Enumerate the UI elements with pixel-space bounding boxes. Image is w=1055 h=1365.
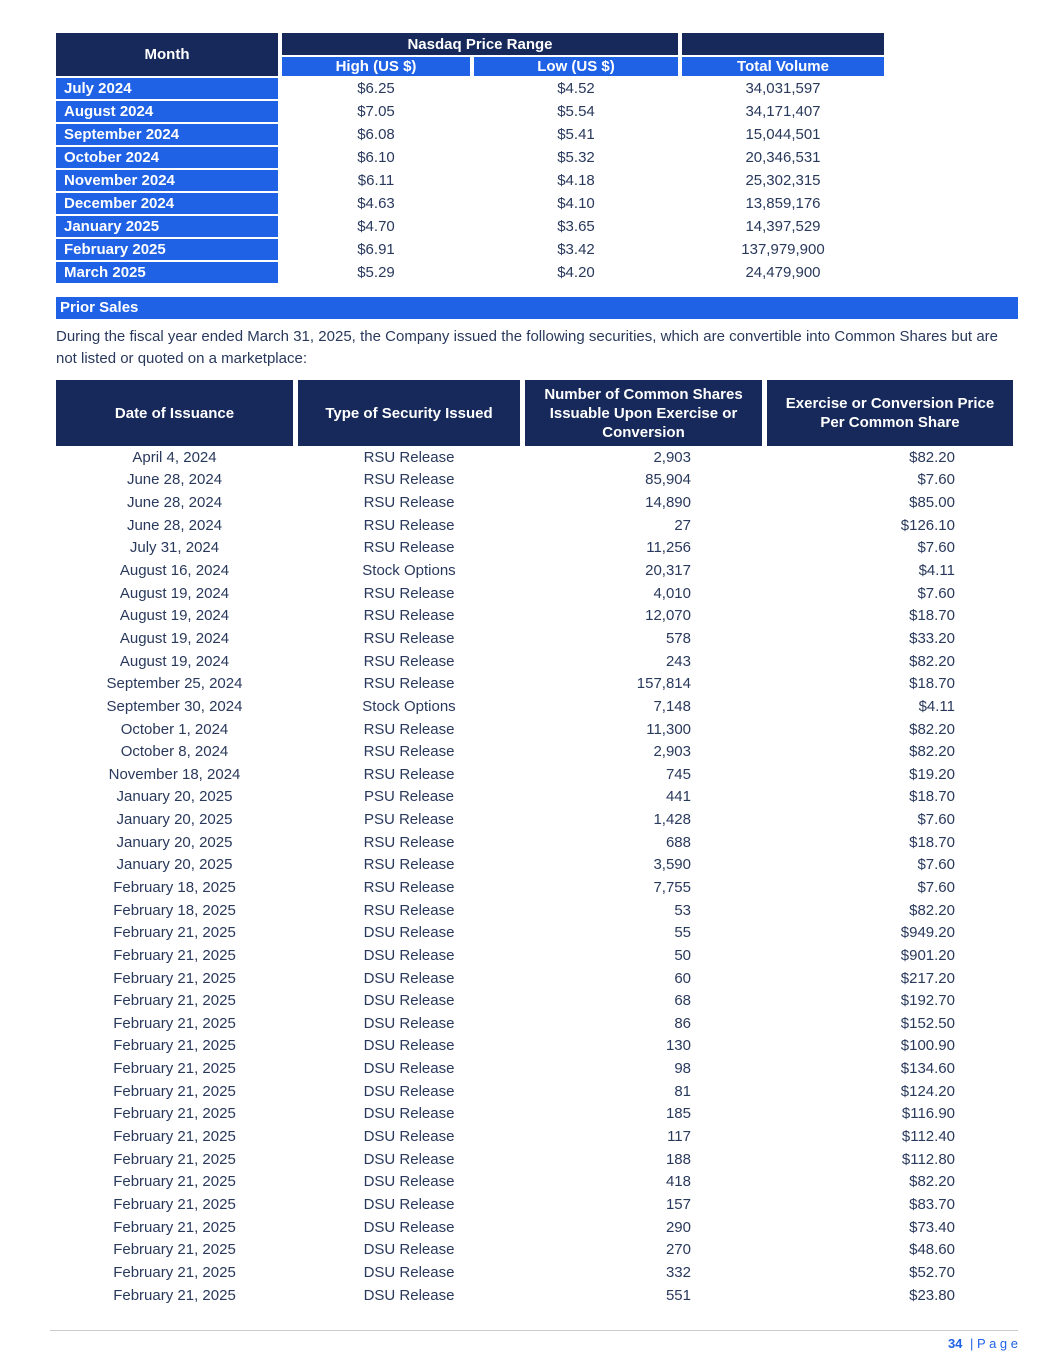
issuance-date-cell: August 16, 2024 — [119, 562, 230, 580]
prior-sales-section-heading: Prior Sales — [56, 297, 1018, 319]
conversion-price-cell: $124.20 — [900, 1082, 955, 1100]
security-type-cell: RSU Release — [363, 833, 455, 851]
shares-number-cell: 1,428 — [653, 811, 691, 829]
nasdaq-price-range-table — [56, 33, 884, 283]
issuance-date-cell: February 21, 2025 — [113, 1173, 236, 1191]
conversion-price-cell: $7.60 — [917, 584, 955, 602]
shares-number-cell: 117 — [667, 1128, 691, 1146]
conversion-price-column-header: Exercise or Conversion Price Per Common Share — [767, 380, 1013, 446]
shares-number-cell: 20,317 — [645, 562, 691, 580]
issuance-date-cell: February 21, 2025 — [113, 1037, 236, 1055]
security-type-cell: DSU Release — [363, 1060, 455, 1078]
low-value-cell: $4.20 — [557, 264, 595, 281]
page-footer — [948, 1336, 1018, 1351]
footer-divider — [50, 1330, 1018, 1331]
issuance-date-cell: January 20, 2025 — [116, 811, 233, 829]
low-value-cell: $5.54 — [557, 103, 595, 120]
shares-number-cell: 418 — [665, 1173, 691, 1191]
issuance-date-cell: January 20, 2025 — [116, 856, 233, 874]
nasdaq-price-range-group-header: Nasdaq Price Range — [282, 33, 678, 55]
shares-number-cell: 86 — [674, 1014, 691, 1032]
low-value-cell: $4.10 — [557, 195, 595, 212]
conversion-price-cell: $82.20 — [909, 1173, 955, 1191]
conversion-price-cell: $18.70 — [909, 675, 955, 693]
shares-issuable-column-header: Number of Common Shares Issuable Upon Exercise or Conversion — [525, 380, 762, 446]
prior-sales-intro-paragraph: During the fiscal year ended March 31, 2025, the Company issued the following securities, which are convertible into Common Shares but are not listed or quoted on a marketplace: — [56, 328, 998, 367]
month-cell: July 2024 — [56, 78, 278, 99]
security-type-cell: DSU Release — [363, 1105, 455, 1123]
issuance-date-cell: October 1, 2024 — [120, 720, 229, 738]
issuance-date-cell: January 20, 2025 — [116, 833, 233, 851]
low-value-cell: $5.32 — [557, 149, 595, 166]
conversion-price-cell: $83.70 — [909, 1195, 955, 1213]
volume-value-cell: 34,031,597 — [745, 80, 821, 97]
security-type-cell: Stock Options — [362, 697, 456, 715]
shares-number-cell: 11,300 — [646, 720, 691, 738]
shares-number-cell: 98 — [674, 1060, 691, 1078]
shares-number-cell: 688 — [665, 833, 691, 851]
conversion-price-cell: $82.20 — [909, 652, 955, 670]
security-type-cell: PSU Release — [363, 788, 455, 806]
issuance-date-cell: February 21, 2025 — [113, 1128, 236, 1146]
volume-value-cell: 34,171,407 — [745, 103, 821, 120]
high-value-cell: $6.91 — [357, 241, 395, 258]
security-type-cell: PSU Release — [363, 811, 455, 829]
conversion-price-cell: $82.20 — [909, 720, 955, 738]
issuance-date-cell: February 18, 2025 — [113, 878, 236, 896]
low-value-cell: $3.42 — [557, 241, 595, 258]
issuance-date-cell: August 19, 2024 — [119, 652, 230, 670]
shares-number-cell: 14,890 — [645, 494, 691, 512]
page-word: | P a g e — [970, 1336, 1018, 1351]
conversion-price-cell: $18.70 — [909, 788, 955, 806]
conversion-price-cell: $112.80 — [901, 1150, 955, 1168]
month-cell: November 2024 — [56, 170, 278, 191]
conversion-price-cell: $23.80 — [909, 1286, 955, 1304]
high-value-cell: $6.10 — [357, 149, 395, 166]
prior-sales-issuance-table — [56, 380, 1013, 1306]
security-type-cell: RSU Release — [363, 743, 455, 761]
issuance-date-cell: February 21, 2025 — [113, 969, 236, 987]
total-volume-column-header: Total Volume — [682, 57, 884, 76]
conversion-price-cell: $217.20 — [900, 969, 955, 987]
issuance-date-cell: October 8, 2024 — [120, 743, 229, 761]
shares-number-cell: 68 — [674, 992, 691, 1010]
security-type-cell: DSU Release — [363, 1128, 455, 1146]
security-type-cell: DSU Release — [363, 1286, 455, 1304]
security-type-cell: DSU Release — [363, 1014, 455, 1032]
security-type-cell: RSU Release — [363, 539, 455, 557]
high-value-cell: $4.70 — [357, 218, 395, 235]
security-type-cell: RSU Release — [363, 720, 455, 738]
security-type-cell: RSU Release — [363, 516, 455, 534]
shares-number-cell: 270 — [665, 1241, 691, 1259]
shares-number-cell: 50 — [674, 946, 691, 964]
security-type-cell: DSU Release — [363, 1037, 455, 1055]
shares-number-cell: 27 — [674, 516, 691, 534]
issuance-date-cell: February 21, 2025 — [113, 992, 236, 1010]
conversion-price-cell: $7.60 — [917, 811, 955, 829]
shares-number-cell: 745 — [665, 765, 691, 783]
conversion-price-cell: $112.40 — [901, 1128, 955, 1146]
high-value-cell: $5.29 — [357, 264, 395, 281]
issuance-date-cell: February 21, 2025 — [113, 1286, 236, 1304]
high-column-header: High (US $) — [282, 57, 470, 76]
security-type-cell: DSU Release — [363, 1218, 455, 1236]
shares-number-cell: 551 — [665, 1286, 691, 1304]
security-type-cell: DSU Release — [363, 924, 455, 942]
low-value-cell: $4.18 — [557, 172, 595, 189]
shares-number-cell: 2,903 — [653, 448, 691, 466]
security-type-cell: RSU Release — [363, 765, 455, 783]
conversion-price-cell: $48.60 — [909, 1241, 955, 1259]
conversion-price-cell: $126.10 — [900, 516, 955, 534]
shares-number-cell: 11,256 — [646, 539, 691, 557]
issuance-date-cell: September 30, 2024 — [106, 697, 243, 715]
security-type-cell: RSU Release — [363, 607, 455, 625]
issuance-date-cell: February 21, 2025 — [113, 924, 236, 942]
security-type-cell: DSU Release — [363, 1195, 455, 1213]
conversion-price-cell: $82.20 — [909, 901, 955, 919]
high-value-cell: $4.63 — [357, 195, 395, 212]
conversion-price-cell: $19.20 — [909, 765, 955, 783]
shares-number-cell: 243 — [665, 652, 691, 670]
conversion-price-cell: $82.20 — [909, 743, 955, 761]
low-value-cell: $4.52 — [557, 80, 595, 97]
issuance-date-cell: February 21, 2025 — [113, 1241, 236, 1259]
issuance-date-cell: September 25, 2024 — [106, 675, 243, 693]
shares-number-cell: 60 — [674, 969, 691, 987]
shares-number-cell: 81 — [674, 1082, 691, 1100]
security-type-cell: Stock Options — [362, 562, 456, 580]
security-type-column-header: Type of Security Issued — [298, 380, 520, 446]
security-type-cell: RSU Release — [363, 629, 455, 647]
shares-number-cell: 7,755 — [653, 878, 691, 896]
shares-number-cell: 7,148 — [653, 697, 691, 715]
conversion-price-cell: $73.40 — [909, 1218, 955, 1236]
conversion-price-cell: $7.60 — [917, 471, 955, 489]
month-cell: February 2025 — [56, 239, 278, 260]
security-type-cell: RSU Release — [363, 856, 455, 874]
issuance-date-cell: February 21, 2025 — [113, 1105, 236, 1123]
conversion-price-cell: $152.50 — [900, 1014, 955, 1032]
issuance-date-cell: February 21, 2025 — [113, 1014, 236, 1032]
low-value-cell: $5.41 — [557, 126, 595, 143]
month-cell: October 2024 — [56, 147, 278, 168]
issuance-date-cell: April 4, 2024 — [132, 448, 217, 466]
conversion-price-cell: $901.20 — [900, 946, 955, 964]
volume-value-cell: 24,479,900 — [745, 264, 821, 281]
security-type-cell: RSU Release — [363, 652, 455, 670]
shares-number-cell: 188 — [665, 1150, 691, 1168]
conversion-price-cell: $134.60 — [900, 1060, 955, 1078]
security-type-cell: RSU Release — [363, 901, 455, 919]
volume-value-cell: 15,044,501 — [745, 126, 821, 143]
high-value-cell: $6.08 — [357, 126, 395, 143]
volume-value-cell: 137,979,900 — [741, 241, 825, 258]
shares-number-cell: 2,903 — [653, 743, 691, 761]
conversion-price-cell: $18.70 — [909, 607, 955, 625]
shares-number-cell: 185 — [665, 1105, 691, 1123]
issuance-date-cell: January 20, 2025 — [116, 788, 233, 806]
conversion-price-cell: $33.20 — [909, 629, 955, 647]
conversion-price-cell: $52.70 — [909, 1263, 955, 1281]
conversion-price-cell: $18.70 — [909, 833, 955, 851]
volume-value-cell: 13,859,176 — [745, 195, 821, 212]
issuance-date-cell: June 28, 2024 — [126, 516, 223, 534]
issuance-date-cell: February 21, 2025 — [113, 1082, 236, 1100]
month-cell: January 2025 — [56, 216, 278, 237]
issuance-date-cell: August 19, 2024 — [119, 584, 230, 602]
issuance-date-cell: February 21, 2025 — [113, 1195, 236, 1213]
low-value-cell: $3.65 — [557, 218, 595, 235]
conversion-price-cell: $192.70 — [900, 992, 955, 1010]
conversion-price-cell: $85.00 — [909, 494, 955, 512]
security-type-cell: DSU Release — [363, 1173, 455, 1191]
issuance-date-cell: June 28, 2024 — [126, 494, 223, 512]
security-type-cell: RSU Release — [363, 675, 455, 693]
month-column-header: Month — [56, 33, 278, 76]
shares-number-cell: 55 — [674, 924, 691, 942]
month-cell: August 2024 — [56, 101, 278, 122]
security-type-cell: DSU Release — [363, 946, 455, 964]
security-type-cell: DSU Release — [363, 1082, 455, 1100]
issuance-date-cell: June 28, 2024 — [126, 471, 223, 489]
issuance-date-cell: February 21, 2025 — [113, 1150, 236, 1168]
shares-number-cell: 441 — [665, 788, 691, 806]
volume-value-cell: 20,346,531 — [745, 149, 821, 166]
high-value-cell: $6.11 — [357, 172, 395, 189]
conversion-price-cell: $7.60 — [917, 878, 955, 896]
shares-number-cell: 578 — [665, 629, 691, 647]
issuance-date-cell: February 18, 2025 — [113, 901, 236, 919]
issuance-date-cell: February 21, 2025 — [113, 1263, 236, 1281]
conversion-price-cell: $7.60 — [917, 539, 955, 557]
month-cell: December 2024 — [56, 193, 278, 214]
shares-number-cell: 130 — [665, 1037, 691, 1055]
security-type-cell: RSU Release — [363, 584, 455, 602]
conversion-price-cell: $4.11 — [918, 697, 955, 715]
shares-number-cell: 332 — [665, 1263, 691, 1281]
shares-number-cell: 85,904 — [645, 471, 691, 489]
volume-value-cell: 25,302,315 — [745, 172, 821, 189]
shares-number-cell: 53 — [674, 901, 691, 919]
conversion-price-cell: $7.60 — [917, 856, 955, 874]
shares-number-cell: 4,010 — [653, 584, 691, 602]
security-type-cell: DSU Release — [363, 1263, 455, 1281]
conversion-price-cell: $82.20 — [909, 448, 955, 466]
shares-number-cell: 157 — [665, 1195, 691, 1213]
month-cell: March 2025 — [56, 262, 278, 283]
issuance-date-cell: February 21, 2025 — [113, 1060, 236, 1078]
shares-number-cell: 290 — [665, 1218, 691, 1236]
date-of-issuance-column-header: Date of Issuance — [56, 380, 293, 446]
low-column-header: Low (US $) — [474, 57, 678, 76]
security-type-cell: RSU Release — [363, 471, 455, 489]
volume-header-spacer — [682, 33, 884, 55]
high-value-cell: $7.05 — [357, 103, 395, 120]
conversion-price-cell: $100.90 — [900, 1037, 955, 1055]
volume-value-cell: 14,397,529 — [745, 218, 821, 235]
issuance-date-cell: February 21, 2025 — [113, 1218, 236, 1236]
security-type-cell: DSU Release — [363, 1150, 455, 1168]
shares-number-cell: 3,590 — [653, 856, 691, 874]
page-number: 34 — [947, 1336, 963, 1351]
shares-number-cell: 157,814 — [636, 675, 691, 693]
issuance-date-cell: August 19, 2024 — [119, 607, 230, 625]
security-type-cell: DSU Release — [363, 1241, 455, 1259]
shares-number-cell: 12,070 — [645, 607, 691, 625]
high-value-cell: $6.25 — [357, 80, 395, 97]
issuance-date-cell: August 19, 2024 — [119, 629, 230, 647]
security-type-cell: RSU Release — [363, 878, 455, 896]
conversion-price-cell: $116.90 — [901, 1105, 955, 1123]
issuance-date-cell: July 31, 2024 — [129, 539, 220, 557]
issuance-date-cell: November 18, 2024 — [108, 765, 241, 783]
security-type-cell: RSU Release — [363, 494, 455, 512]
security-type-cell: RSU Release — [363, 448, 455, 466]
month-cell: September 2024 — [56, 124, 278, 145]
security-type-cell: DSU Release — [363, 992, 455, 1010]
conversion-price-cell: $4.11 — [918, 562, 955, 580]
issuance-date-cell: February 21, 2025 — [113, 946, 236, 964]
conversion-price-cell: $949.20 — [900, 924, 955, 942]
security-type-cell: DSU Release — [363, 969, 455, 987]
